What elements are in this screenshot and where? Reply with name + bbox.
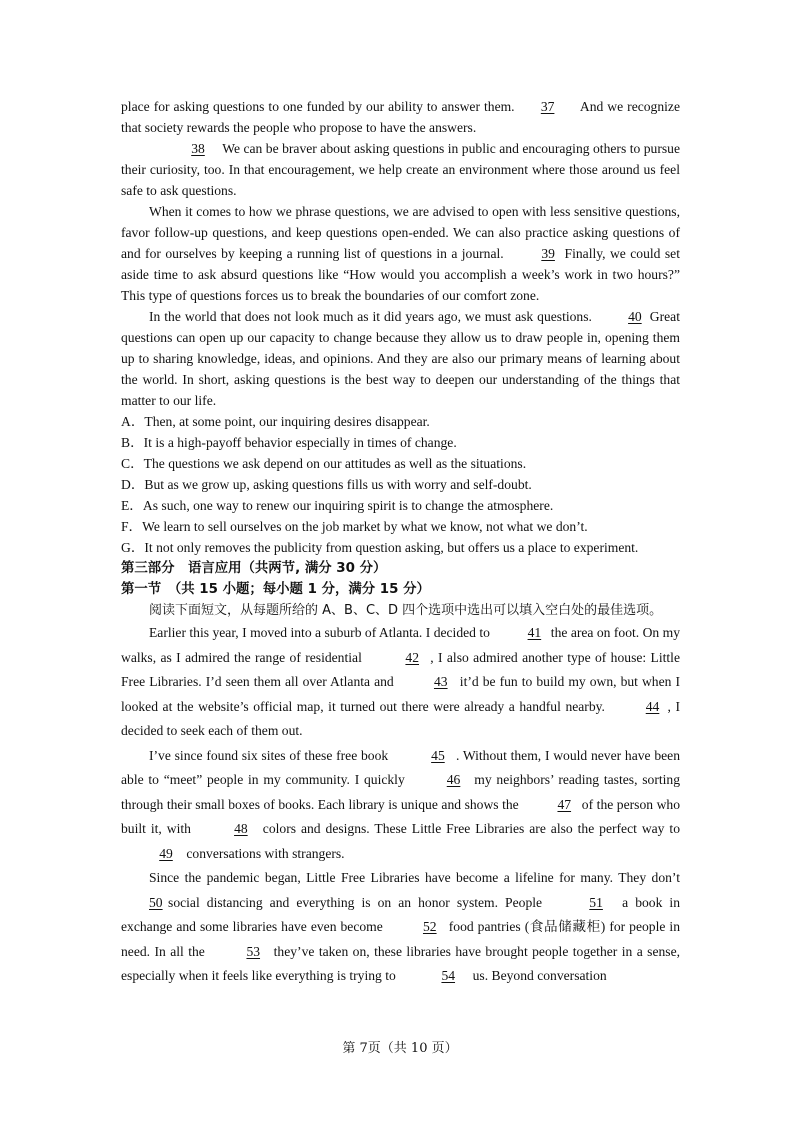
- text: We can be braver about asking questions in public and encouraging others to pursue their curiosity, too. In that encouragement, we help create an environment where those around us feel safe to ask questions.: [121, 141, 680, 198]
- blank-50: 50: [149, 894, 163, 910]
- text: of the person who built it, with: [121, 796, 681, 836]
- blank-51: 51: [589, 894, 603, 910]
- blank-53: 53: [246, 943, 261, 959]
- blank-52: 52: [422, 919, 437, 934]
- text: my neighbors’ reading tastes, sorting through their small boxes of books. Each library is unique and shows the: [121, 772, 680, 812]
- option-list: [121, 411, 680, 558]
- text: Finally, we could set aside time to ask absurd questions like “How would you accomplish a week’s work in two hours?” This type of questions forces us to break the boundaries of our comfort zone.: [121, 246, 680, 303]
- blank-48: 48: [234, 821, 248, 836]
- blank-45: 45: [431, 747, 445, 763]
- option-item: D．But as we grow up, asking questions fills us with worry and self-doubt.: [121, 477, 532, 492]
- blank-37: 37: [540, 99, 555, 114]
- text: , I also admired another type of house: Little Free Libraries. I’d seen them all over Atlanta and: [121, 649, 680, 689]
- text: And we recognize that society rewards the people who propose to have the answers.: [121, 99, 680, 135]
- option-item: B．It is a high-payoff behavior especially in times of change.: [121, 435, 457, 450]
- passage-paragraph: [121, 201, 680, 306]
- text: When it comes to how we phrase questions, we are advised to open with less sensitive questions, favor follow-up questions, and keep questions open-ended. We can also practice asking questions of and for ourselves by keeping a running list of questions in a journal.: [121, 204, 680, 261]
- option-item: F．We learn to sell ourselves on the job market by what we know, not what we don’t.: [121, 519, 588, 534]
- page-content: [121, 96, 680, 989]
- text: a book in exchange and some libraries have even become: [121, 894, 680, 934]
- blank-42: 42: [405, 649, 420, 665]
- blank-49: 49: [159, 845, 173, 861]
- text: us. Beyond conversation: [469, 968, 607, 983]
- option-item: E．As such, one way to renew our inquiring spirit is to change the atmosphere.: [121, 498, 554, 513]
- text: the area on foot. On my walks, as I admired the range of residential: [121, 625, 680, 665]
- text: Great questions can open up our capacity to change because they allow us to draw people in, opening them up to sharing knowledge, ideas, and opinions. And they are also our primary means of learning about the world. In short, asking questions is the best way to deepen our understanding of the things that matter to our life.: [121, 309, 680, 408]
- passage-paragraph: [121, 306, 680, 411]
- text: In the world that does not look much as it did years ago, we must ask questions.: [149, 309, 596, 324]
- text: Earlier this year, I moved into a suburb of Atlanta. I decided to: [149, 625, 494, 640]
- blank-43: 43: [433, 674, 448, 689]
- blank-41: 41: [527, 625, 542, 640]
- page-footer: 第 7页（共 10 页）: [342, 1041, 458, 1056]
- passage-paragraph: [121, 96, 680, 138]
- passage-paragraph: [121, 138, 680, 201]
- blank-38: 38: [191, 141, 205, 156]
- text: Since the pandemic began, Little Free Libraries have become a lifeline for many. They don’t: [149, 870, 680, 885]
- text: social distancing and everything is on an honor system. People: [161, 894, 550, 910]
- blank-47: 47: [557, 796, 572, 812]
- text: , I decided to seek each of them out.: [121, 698, 681, 738]
- blank-39: 39: [541, 246, 555, 261]
- blank-54: 54: [441, 968, 456, 983]
- section-heading: 第三部分 语言应用（共两节, 满分 30 分）: [121, 561, 387, 576]
- text: food pantries (食品储藏柜) for people in need. In all the: [121, 919, 680, 959]
- passage-paragraph: [121, 866, 680, 989]
- passage-paragraph: [121, 744, 680, 867]
- instruction-text: 阅读下面短文，从每题所给的 A、B、C、D 四个选项中选出可以填入空白处的最佳选项。: [149, 603, 663, 618]
- passage-paragraph: [121, 621, 680, 744]
- text: . Without them, I would never have been able to “meet” people in my community. I quickly: [121, 747, 680, 787]
- text: conversations with strangers.: [183, 845, 345, 861]
- subsection-heading: 第一节 （共 15 小题；每小题 1 分，满分 15 分）: [121, 582, 430, 597]
- option-item: C．The questions we ask depend on our attitudes as well as the situations.: [121, 456, 527, 471]
- blank-46: 46: [446, 772, 461, 787]
- text: they’ve taken on, these libraries have brought people together in a sense, especially when it feels like everything is trying to: [121, 943, 680, 983]
- blank-40: 40: [628, 309, 642, 324]
- option-item: G．It not only removes the publicity from question asking, but offers us a place to experiment.: [121, 540, 639, 555]
- text: colors and designs. These Little Free Libraries are also the perfect way to: [257, 821, 680, 836]
- text: I’ve since found six sites of these free book: [149, 747, 392, 763]
- text: it’d be fun to build my own, but when I looked at the website’s official map, it turned out there were already a handful nearby.: [121, 674, 680, 714]
- blank-44: 44: [645, 698, 660, 714]
- option-item: A．Then, at some point, our inquiring desires disappear.: [121, 414, 430, 429]
- text: place for asking questions to one funded by our ability to answer them.: [121, 99, 519, 114]
